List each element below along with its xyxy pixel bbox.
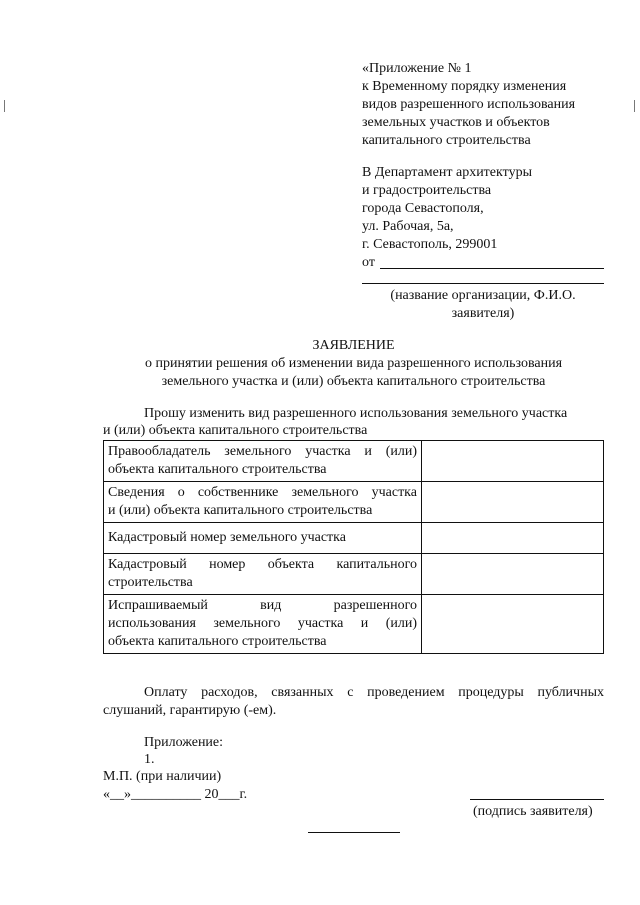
closing-separator [308,832,400,833]
appendix-line: «Приложение № 1 [362,61,472,76]
table-row [104,441,604,482]
right-margin-mark [634,100,635,112]
row-label-line: Кадастровый номер земельного участка [108,530,346,545]
stamp-note: М.П. (при наличии) [103,769,222,784]
row-label [104,595,422,654]
document-subtitle-1: о принятии решения об изменении вида разрешенного использования [144,356,563,371]
row-value-field[interactable] [422,441,604,482]
table-row [104,523,604,554]
row-value-field[interactable] [422,523,604,554]
row-label-line: строительства [108,575,193,590]
table-row [104,482,604,523]
row-label-line: Испрашиваемый вид разрешенного [108,598,417,613]
recipient-line: и градостроительства [362,183,492,198]
row-label [104,482,422,523]
document-subtitle-2: земельного участка и (или) объекта капитального строительства [161,374,546,389]
request-text-1: Прошу изменить вид разрешенного использования земельного участка [144,406,568,421]
request-text-2: и (или) объекта капитального строительства [103,423,368,438]
table-row [104,595,604,654]
applicant-caption-1: (название организации, Ф.И.О. [390,288,576,303]
recipient-line: ул. Рабочая, 5а, [362,219,454,234]
table-row [104,554,604,595]
document-title: ЗАЯВЛЕНИЕ [312,338,395,353]
row-label-line: Кадастровый номер объекта капитального [108,557,417,572]
appendix-line: к Временному порядку изменения [362,79,567,94]
applicant-name-line [362,283,604,284]
appendix-line: капитального строительства [362,133,531,148]
row-label-line: Сведения о собственнике земельного участка [108,485,417,500]
recipient-block [362,164,532,254]
recipient-line: В Департамент архитектуры [362,165,532,180]
appendix-line: видов разрешенного использования [362,97,576,112]
recipient-line: г. Севастополь, 299001 [362,237,498,252]
row-value-field[interactable] [422,482,604,523]
from-label: от [362,255,375,270]
row-label-line: использования земельного участка и (или) [108,616,417,631]
row-value-field[interactable] [422,595,604,654]
row-label-line: объекта капитального строительства [108,462,327,477]
signature-caption: (подпись заявителя) [473,804,593,819]
recipient-line: города Севастополя, [362,201,484,216]
row-label-line: и (или) объекта капитального строительства [108,503,373,518]
appendix-line: земельных участков и объектов [362,115,550,130]
row-label [104,523,422,554]
row-label-line: объекта капитального строительства [108,634,327,649]
appendix-reference-block [362,60,575,150]
payment-text-1: Оплату расходов, связанных с проведением процедуры публичных [144,685,604,700]
application-table [103,440,604,654]
date-line: «__»__________ 20___г. [103,787,248,802]
signature-line [470,799,604,800]
payment-text-2: слушаний, гарантирую (-ем). [103,703,277,718]
attachments-label: Приложение: [144,735,224,750]
row-label-line: Правообладатель земельного участка и (или) [108,444,417,459]
from-input-line [380,268,604,269]
left-margin-mark [4,100,5,112]
row-label [104,441,422,482]
applicant-caption-2: заявителя) [451,306,515,321]
row-value-field[interactable] [422,554,604,595]
attachment-item: 1. [144,752,155,767]
row-label [104,554,422,595]
